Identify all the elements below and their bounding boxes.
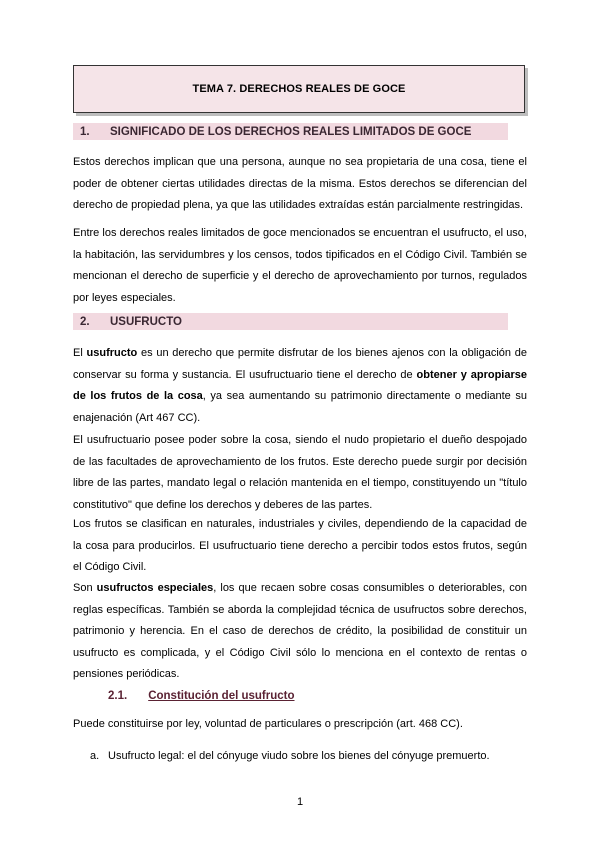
- subsection-2-1-heading: [108, 690, 295, 702]
- paragraph: [73, 343, 527, 429]
- bold-term: usufructos especiales: [96, 582, 214, 594]
- text-run: , los que recaen sobre cosas consumibles o deteriorables, con reglas específicas. También se aborda la complejidad técnica de usufructos sobre derechos, patrimonio y herencia. En el caso de derechos de crédito, la posibilidad de constituir un usufructo es complicada, y el Código Civil sólo lo menciona en el contexto de rentas o pensiones periódicas.: [73, 582, 527, 680]
- section-title: SIGNIFICADO DE LOS DERECHOS REALES LIMITADOS DE GOCE: [110, 125, 472, 138]
- list-item-text: Usufructo legal: el del cónyuge viudo sobre los bienes del cónyuge premuerto.: [108, 750, 490, 762]
- paragraph: El usufructuario posee poder sobre la cosa, siendo el nudo propietario el dueño despojado de las facultades de aprovechamiento de los frutos. Este derecho puede surgir por decisión libre de las partes, mandato legal o relación mantenida en el tiempo, constituyendo un "título constitutivo" que define los derechos y deberes de las partes.: [73, 434, 527, 511]
- title-box: [73, 65, 525, 113]
- subsection-title: Constitución del usufructo: [148, 690, 295, 702]
- bold-term: usufructo: [86, 347, 138, 359]
- page-title: TEMA 7. DERECHOS REALES DE GOCE: [192, 83, 406, 95]
- paragraph: Entre los derechos reales limitados de goce mencionados se encuentran el usufructo, el uso, la habitación, las servidumbres y los censos, todos tipificados en el Código Civil. También se mencionan el derecho de superficie y el derecho de aprovechamiento por turnos, regulados por leyes especiales.: [73, 227, 527, 304]
- paragraph: Estos derechos implican que una persona, aunque no sea propietaria de una cosa, tiene el poder de obtener ciertas utilidades directas de la misma. Estos derechos se diferencian del derecho de propiedad plena, ya que las utilidades extraídas están parcialmente restringidas.: [73, 156, 527, 211]
- bold-term: obtener y apropiarse de los frutos de la cosa: [73, 368, 527, 402]
- list-item: [90, 750, 490, 762]
- subsection-number: 2.1.: [108, 690, 128, 702]
- text-run: , ya sea aumentando su patrimonio directamente o mediante su enajenación (Art 467 CC).: [73, 390, 527, 424]
- list-marker: a.: [90, 750, 100, 762]
- section-number: 1.: [80, 125, 90, 138]
- section-number: 2.: [80, 315, 90, 328]
- section-1-heading: [73, 123, 508, 140]
- text-run: es un derecho que permite disfrutar de los bienes ajenos con la obligación de conservar su forma y sustancia. El usufructuario tiene el derecho de: [73, 347, 527, 381]
- paragraph: Puede constituirse por ley, voluntad de particulares o prescripción (art. 468 CC).: [73, 718, 463, 730]
- section-2-heading: [73, 313, 508, 330]
- text-run: Son: [73, 582, 97, 594]
- section-title: USUFRUCTO: [110, 315, 182, 328]
- page-number: 1: [296, 796, 304, 808]
- paragraph: [73, 578, 527, 686]
- text-run: El: [73, 347, 87, 359]
- paragraph: Los frutos se clasifican en naturales, industriales y civiles, dependiendo de la capacidad de la cosa para producirlos. El usufructuario tiene derecho a percibir todos estos frutos, según el Código Civil.: [73, 518, 527, 573]
